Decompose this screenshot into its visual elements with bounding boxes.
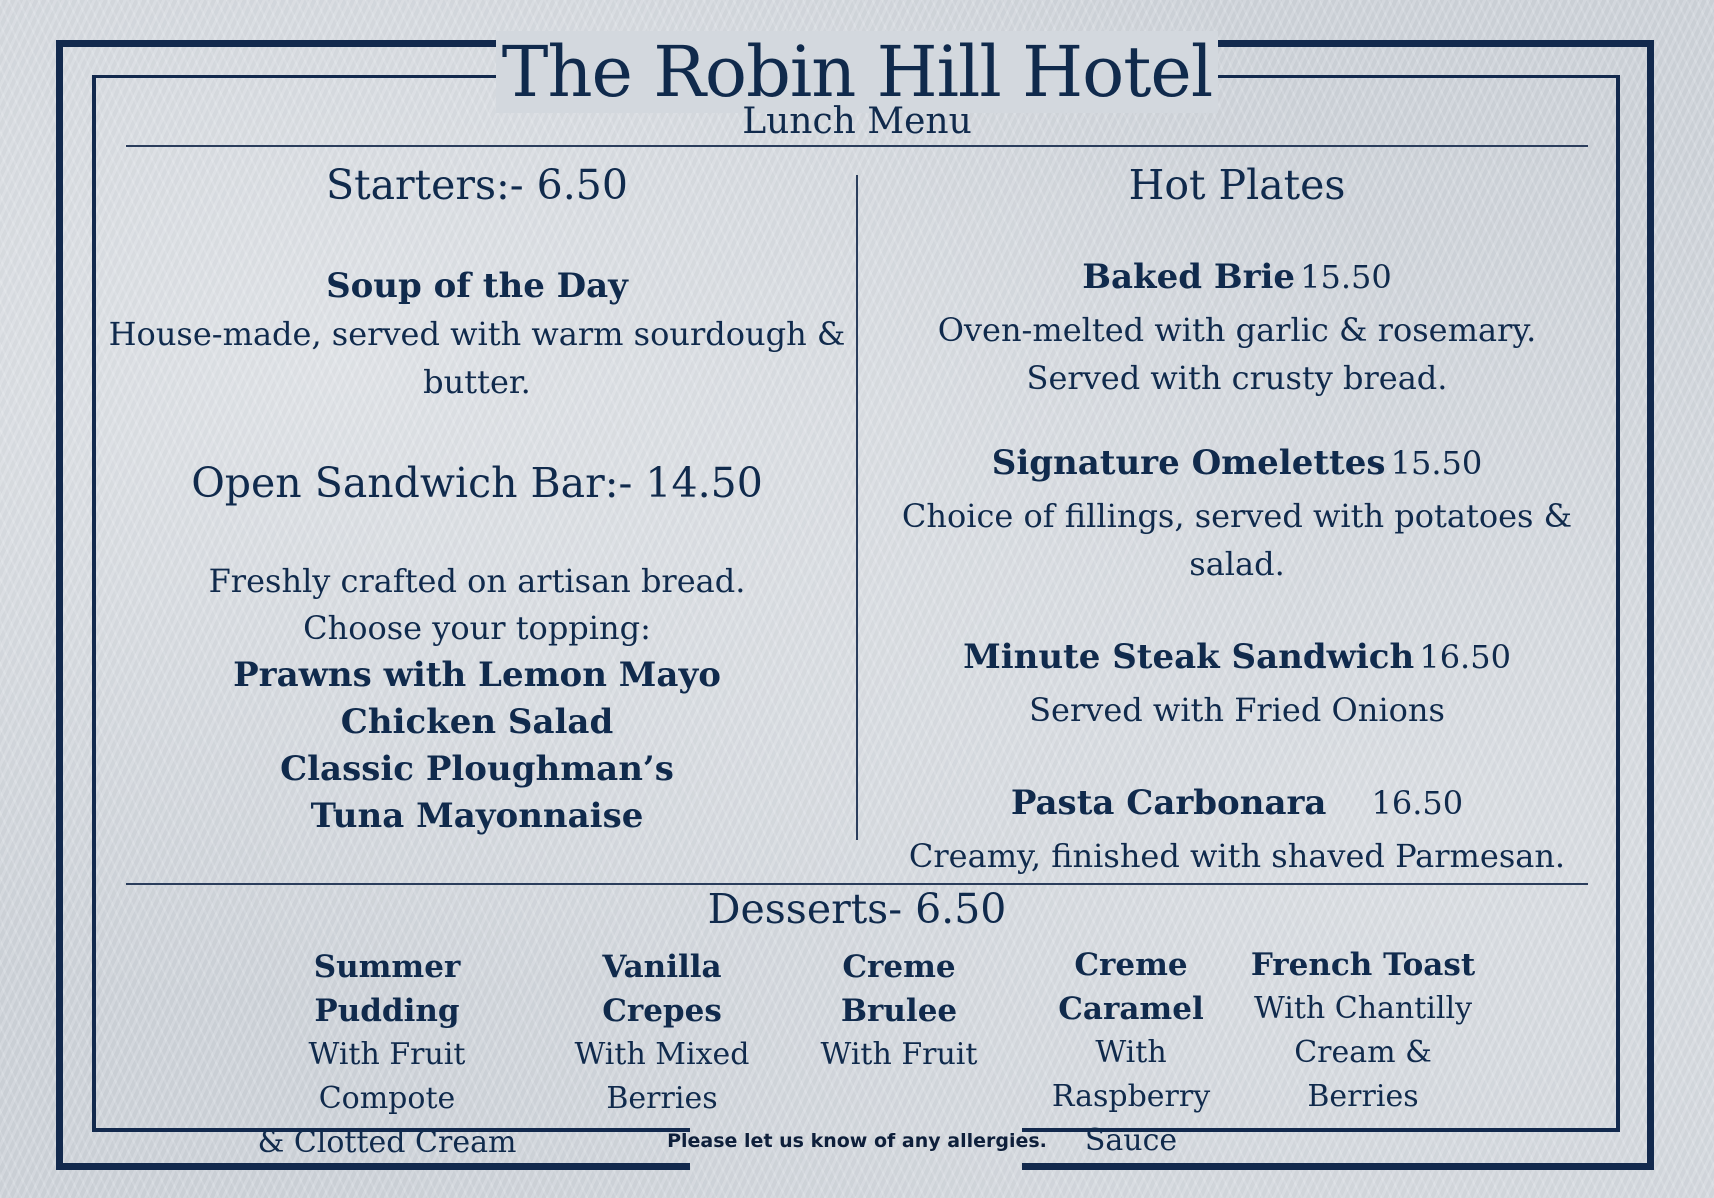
dessert-description: & Clotted Cream — [257, 1125, 517, 1160]
dessert-description: Berries — [606, 1081, 718, 1116]
hot-plate-price: 15.50 — [1390, 444, 1483, 482]
dessert-name: Creme Brulee — [840, 949, 958, 1029]
hot-plate-description: Choice of fillings, served with potatoes & salad. — [901, 497, 1573, 583]
hot-plate-name: Pasta Carbonara — [1010, 783, 1327, 823]
dessert-name: French Toast — [1250, 947, 1476, 983]
hot-plate-item — [860, 440, 1614, 588]
topping-item: Prawns with Lemon Mayo — [233, 655, 721, 695]
outer-frame-bottom-right — [1022, 1163, 1654, 1170]
dessert-name: Summer Pudding — [313, 949, 461, 1029]
inner-frame-right — [1616, 75, 1620, 1131]
dessert-item — [1248, 943, 1478, 1119]
dessert-description: With Fruit — [820, 1037, 978, 1072]
hot-plate-description: Creamy, finished with shaved Parmesan. — [908, 837, 1566, 875]
dessert-name: Creme — [1074, 947, 1188, 983]
outer-frame-left — [56, 40, 63, 1170]
sandwich-bar-heading: Open Sandwich Bar:- 14.50 — [191, 459, 763, 507]
sandwich-bar-section — [100, 458, 854, 840]
topping-item: Tuna Mayonnaise — [310, 796, 644, 836]
dessert-description: Sauce — [1084, 1123, 1178, 1158]
hot-plate-item — [860, 780, 1614, 880]
hot-plate-name: Minute Steak Sandwich — [963, 637, 1415, 677]
dessert-name: Vanilla Crepes — [602, 949, 722, 1029]
dessert-description: With Raspberry — [1051, 1035, 1211, 1114]
hot-plate-price: 16.50 — [1371, 784, 1464, 822]
hot-plate-name: Baked Brie — [1082, 257, 1296, 297]
topping-item: Classic Ploughman’s — [280, 749, 674, 789]
hot-plate-description: Served with Fried Onions — [1029, 691, 1445, 729]
outer-frame-right — [1647, 40, 1654, 1170]
hot-plate-item — [860, 634, 1614, 734]
starters-section — [100, 160, 854, 406]
page-subtitle: Lunch Menu — [742, 101, 972, 142]
topping-item: Chicken Salad — [340, 702, 614, 742]
column-divider — [856, 175, 858, 840]
dessert-description: With Chantilly — [1253, 991, 1473, 1026]
hot-plate-item — [860, 254, 1614, 402]
dessert-item — [786, 945, 1012, 1077]
allergy-note: Please let us know of any allergies. — [667, 1130, 1047, 1152]
desserts-heading: Desserts- 6.50 — [707, 885, 1007, 933]
soup-description-line1: House-made, served with warm sourdough & — [108, 315, 846, 353]
page-title: The Robin Hill Hotel — [0, 30, 1714, 114]
hot-plate-price: 16.50 — [1419, 638, 1511, 676]
inner-frame-left — [92, 75, 96, 1131]
soup-description-line2: butter. — [423, 363, 531, 401]
dessert-description: Berries — [1307, 1079, 1419, 1114]
hot-plates-section — [860, 160, 1614, 880]
soup-name: Soup of the Day — [326, 266, 628, 306]
dessert-description: With Fruit Compote — [308, 1037, 466, 1116]
header-divider — [126, 145, 1588, 147]
hot-plate-description: Served with crusty bread. — [1026, 359, 1448, 397]
dessert-item — [540, 945, 784, 1121]
dessert-name: Caramel — [1058, 991, 1204, 1027]
sandwich-intro-line2: Choose your topping: — [303, 609, 651, 647]
dessert-description: With Mixed — [574, 1037, 750, 1072]
hot-plate-description: Oven-melted with garlic & rosemary. — [937, 311, 1537, 349]
hot-plate-price: 15.50 — [1300, 258, 1392, 296]
starters-heading: Starters:- 6.50 — [326, 161, 628, 209]
dessert-description: Cream & — [1294, 1035, 1432, 1070]
hot-plate-name: Signature Omelettes — [991, 443, 1386, 483]
hot-plates-heading: Hot Plates — [1128, 161, 1346, 209]
sandwich-intro-line1: Freshly crafted on artisan bread. — [208, 562, 746, 600]
